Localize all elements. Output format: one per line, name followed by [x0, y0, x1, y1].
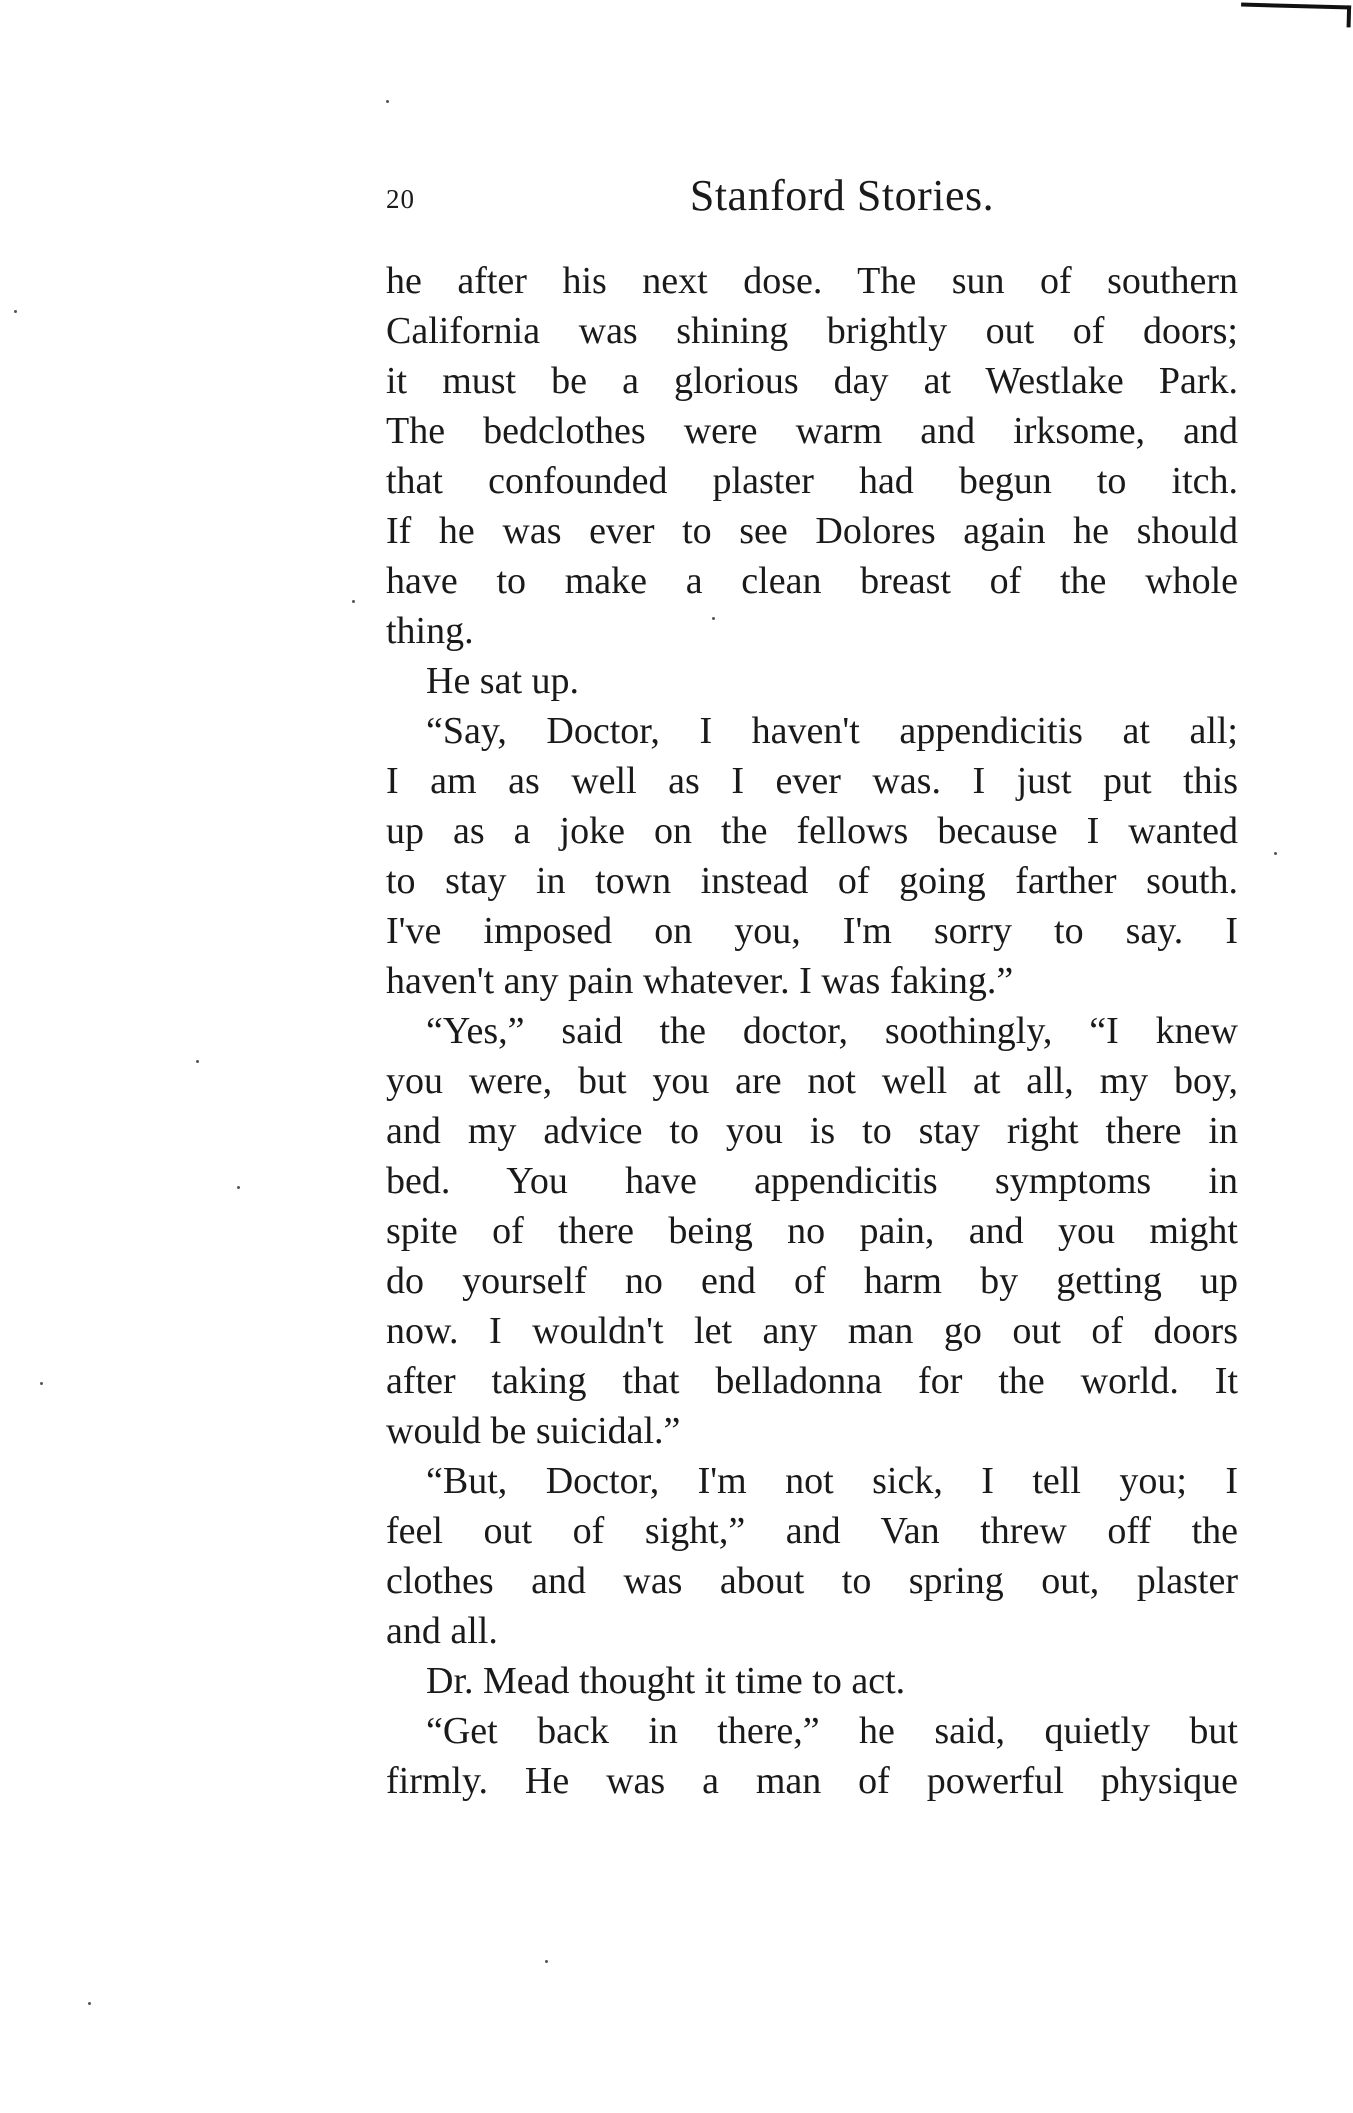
scan-speck	[88, 2002, 91, 2005]
text-line: it must be a glorious day at Westlake Park.	[386, 360, 1238, 402]
text-line: that confounded plaster had begun to itch.	[386, 460, 1238, 502]
text-line: have to make a clean breast of the whole	[386, 560, 1238, 602]
text-line: and all.	[386, 1610, 498, 1652]
text-line: “Yes,” said the doctor, soothingly, “I knew	[426, 1010, 1238, 1052]
scan-edge-mark	[1241, 3, 1351, 18]
text-line: haven't any pain whatever. I was faking.”	[386, 960, 1014, 1002]
scan-speck	[712, 617, 715, 620]
text-line: do yourself no end of harm by getting up	[386, 1260, 1238, 1302]
text-line: you were, but you are not well at all, my boy,	[386, 1060, 1238, 1102]
page-header	[386, 170, 1238, 230]
running-title: Stanford Stories.	[689, 171, 995, 220]
scan-speck	[1274, 852, 1277, 855]
text-line: The bedclothes were warm and irksome, and	[386, 410, 1238, 452]
text-line: to stay in town instead of going farther south.	[386, 860, 1238, 902]
text-line: Dr. Mead thought it time to act.	[426, 1660, 906, 1702]
text-line: “But, Doctor, I'm not sick, I tell you; I	[426, 1460, 1238, 1502]
text-line: clothes and was about to spring out, plaster	[386, 1560, 1238, 1602]
scan-speck	[196, 1060, 199, 1063]
text-line: bed. You have appendicitis symptoms in	[386, 1160, 1238, 1202]
scan-speck	[352, 600, 355, 603]
text-line: feel out of sight,” and Van threw off the	[386, 1510, 1238, 1552]
text-line: firmly. He was a man of powerful physique	[386, 1760, 1238, 1802]
text-line: “Get back in there,” he said, quietly but	[426, 1710, 1238, 1752]
page-number: 20	[386, 184, 415, 214]
text-line: spite of there being no pain, and you might	[386, 1210, 1238, 1252]
text-line: I've imposed on you, I'm sorry to say. I	[386, 910, 1238, 952]
text-line: thing.	[386, 610, 474, 652]
scan-speck	[40, 1382, 43, 1385]
text-line: and my advice to you is to stay right there in	[386, 1110, 1238, 1152]
text-line: California was shining brightly out of doors;	[386, 310, 1238, 352]
body-text	[386, 256, 1238, 1806]
text-line: now. I wouldn't let any man go out of doors	[386, 1310, 1238, 1352]
text-line: after taking that belladonna for the world. It	[386, 1360, 1238, 1402]
text-line: He sat up.	[426, 660, 580, 702]
scan-speck	[386, 100, 389, 103]
text-line: I am as well as I ever was. I just put this	[386, 760, 1238, 802]
text-line: If he was ever to see Dolores again he should	[386, 510, 1238, 552]
text-line: “Say, Doctor, I haven't appendicitis at all;	[426, 710, 1238, 752]
text-line: would be suicidal.”	[386, 1410, 681, 1452]
scan-speck	[14, 310, 17, 313]
text-line: he after his next dose. The sun of southern	[386, 260, 1238, 302]
scan-speck	[237, 1186, 240, 1189]
text-line: up as a joke on the fellows because I wanted	[386, 810, 1238, 852]
scan-speck	[545, 1960, 548, 1963]
